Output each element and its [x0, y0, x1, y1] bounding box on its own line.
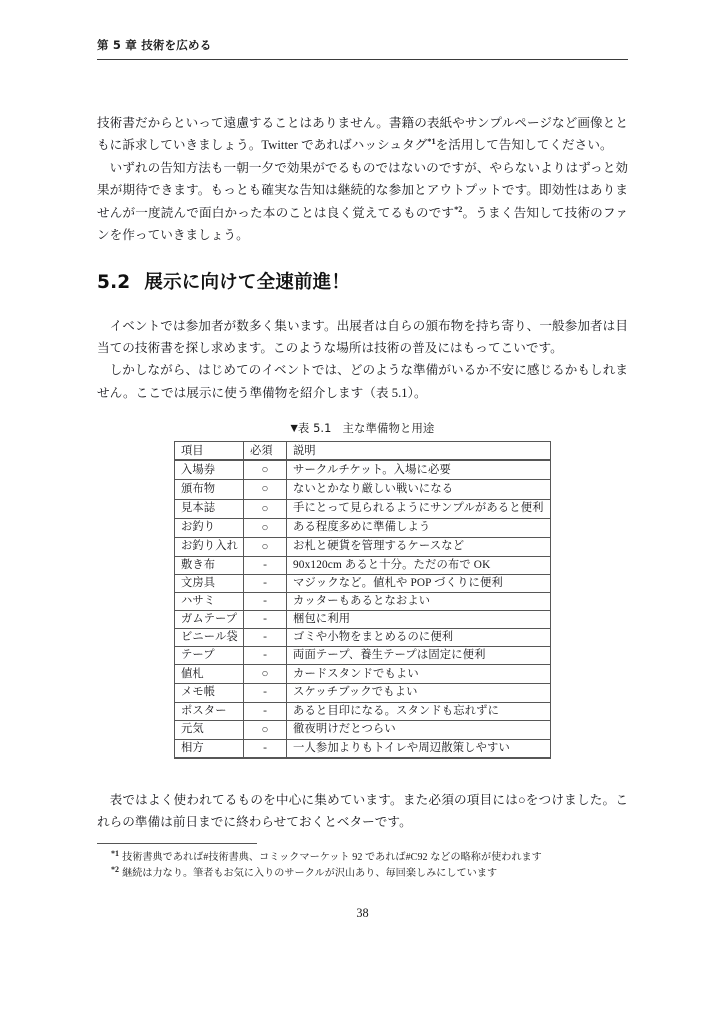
cell-item: 元気: [175, 720, 244, 739]
table-row: [175, 460, 551, 480]
table-header-row: [175, 442, 551, 461]
table-caption-label: 表 5.1: [297, 421, 332, 436]
cell-description: お札と硬貨を管理するケースなど: [287, 537, 551, 556]
cell-item: お釣り入れ: [175, 537, 244, 556]
cell-item: テープ: [175, 647, 244, 665]
table-row: [175, 665, 551, 684]
footnotes-area: [97, 843, 628, 883]
cell-item: メモ帳: [175, 684, 244, 702]
table-row: [175, 720, 551, 739]
cell-description: 両面テープ、養生テープは固定に便利: [287, 647, 551, 665]
footnote-text: 技術書典であれば#技術書典、コミックマーケット 92 であれば#C92 などの略称が使われます: [122, 852, 542, 863]
cell-item: ガムテープ: [175, 611, 244, 629]
table-row: [175, 480, 551, 499]
not-required-dash-icon: -: [263, 576, 267, 589]
required-circle-icon: ○: [261, 463, 269, 477]
cell-description: スケッチブックでもよい: [287, 684, 551, 702]
cell-required: [244, 460, 287, 480]
cell-required: [244, 480, 287, 499]
cell-item: ハサミ: [175, 593, 244, 611]
cell-description: マジックなど。値札や POP づくりに便利: [287, 574, 551, 592]
cell-description: ないとかなり厳しい戦いになる: [287, 480, 551, 499]
cell-required: [244, 702, 287, 720]
preparation-items-table: [174, 441, 551, 759]
page-number: 38: [356, 906, 369, 920]
paragraph-2-text: いずれの告知方法も一朝一夕で効果がでるものではないのですが、やらないよりはずっと効果が期待できます。もっとも確実な告知は継続的な参加とアウトプットです。即効性はありませんが一度読んで面白かった本のことは良く覚えてるものです: [97, 160, 628, 220]
cell-required: [244, 574, 287, 592]
section-number: 5.2: [97, 272, 131, 294]
table-row: [175, 574, 551, 592]
required-circle-icon: ○: [261, 539, 269, 553]
cell-required: [244, 611, 287, 629]
cell-item: 値札: [175, 665, 244, 684]
paragraph-4: しかしながら、はじめてのイベントでは、どのような準備がいるか不安に感じるかもしれません。ここでは展示に使う準備物を紹介します（表 5.1）。: [97, 363, 628, 400]
section-heading: [97, 272, 628, 294]
column-header-required: 必須: [244, 442, 287, 461]
paragraph-3: イベントでは参加者が数多く集います。出展者は自らの頒布物を持ち寄り、一般参加者は目当ての技術書を探し求めます。このような場所は技術の普及にはもってこいです。: [97, 318, 628, 356]
table-row: [175, 537, 551, 556]
spacer-after-heading: [97, 295, 628, 315]
spacer-before-heading: [97, 246, 628, 272]
paragraph-5: 表ではよく使われてるものを中心に集めています。また必須の項目には○をつけました。これらの準備は前日までに終わらせておくとベターです。: [97, 792, 628, 830]
caption-triangle-icon: ▼: [290, 423, 298, 435]
not-required-dash-icon: -: [263, 595, 267, 607]
paragraph-1: [97, 112, 628, 157]
cell-description: 一人参加よりもトイレや周辺散策しやすい: [287, 739, 551, 758]
footnote-marker: *2: [111, 865, 120, 875]
table-row: [175, 684, 551, 702]
cell-required: [244, 629, 287, 647]
footnote-item: [97, 850, 628, 866]
paragraph-2: [97, 157, 628, 247]
table-row: [175, 556, 551, 574]
cell-item: 相方: [175, 739, 244, 758]
cell-required: [244, 739, 287, 758]
cell-description: カッターもあるとなおよい: [287, 593, 551, 611]
cell-description: サークルチケット。入場に必要: [287, 460, 551, 480]
table-row: [175, 629, 551, 647]
running-header-rule: [97, 59, 628, 60]
cell-required: [244, 499, 287, 518]
section-title: 展示に向けて全速前進！: [144, 272, 351, 294]
cell-description: 徹夜明けだとつらい: [287, 720, 551, 739]
cell-required: [244, 556, 287, 574]
cell-required: [244, 537, 287, 556]
not-required-dash-icon: -: [263, 613, 267, 626]
running-header-title: 第 5 章 技術を広める: [97, 38, 212, 52]
page-content: [97, 112, 628, 834]
not-required-dash-icon: -: [263, 686, 267, 699]
cell-description: ある程度多めに準備しよう: [287, 518, 551, 537]
cell-required: [244, 720, 287, 739]
table-row: [175, 702, 551, 720]
footnote-ref-1: *1: [427, 137, 436, 147]
not-required-dash-icon: -: [263, 741, 267, 754]
required-circle-icon: ○: [261, 667, 269, 681]
spacer-after-table: [97, 759, 628, 789]
footnote-ref-2: *2: [454, 204, 463, 214]
paragraph-1-text: 技術書だからといって遠慮することはありません。書籍の表紙やサンプルページなど画像とともに訴求していきましょう。Twitter であればハッシュタグ: [97, 116, 628, 153]
cell-required: [244, 518, 287, 537]
footnote-text: 継続は力なり。筆者もお気に入りのサークルが沢山あり、毎回楽しみにしています: [122, 868, 498, 880]
cell-item: ポスター: [175, 702, 244, 720]
cell-description: 90x120cm あると十分。ただの布で OK: [287, 556, 551, 574]
footnote-list: [97, 850, 628, 883]
paragraph-1-tail: を活用して告知してください。: [435, 138, 613, 153]
table-row: [175, 611, 551, 629]
cell-item: 頒布物: [175, 480, 244, 499]
cell-required: [244, 665, 287, 684]
required-circle-icon: ○: [261, 482, 269, 496]
cell-description: カードスタンドでもよい: [287, 665, 551, 684]
table-body: [175, 460, 551, 758]
table-caption: [97, 420, 628, 441]
not-required-dash-icon: -: [263, 704, 267, 717]
table-row: [175, 647, 551, 665]
required-circle-icon: ○: [261, 501, 269, 515]
not-required-dash-icon: -: [263, 558, 267, 571]
table-container: [97, 441, 628, 759]
cell-description: 梱包に利用: [287, 611, 551, 629]
table-row: [175, 518, 551, 537]
footnote-item: [97, 866, 628, 882]
cell-item: お釣り: [175, 518, 244, 537]
cell-description: あると目印になる。スタンドも忘れずに: [287, 702, 551, 720]
footnote-marker: *1: [111, 848, 120, 858]
cell-description: 手にとって見られるようにサンプルがあると便利: [287, 499, 551, 518]
table-row: [175, 593, 551, 611]
cell-item: 入場券: [175, 460, 244, 480]
cell-required: [244, 647, 287, 665]
footnote-separator-rule: [97, 843, 257, 844]
column-header-item: 項目: [175, 442, 244, 461]
table-head: [175, 442, 551, 461]
running-header: [97, 38, 628, 60]
cell-item: 見本誌: [175, 499, 244, 518]
table-caption-title: 主な準備物と用途: [342, 421, 435, 436]
table-row: [175, 499, 551, 518]
required-circle-icon: ○: [261, 520, 269, 534]
not-required-dash-icon: -: [263, 649, 267, 662]
table-row: [175, 739, 551, 758]
cell-required: [244, 684, 287, 702]
cell-item: 敷き布: [175, 556, 244, 574]
required-circle-icon: ○: [261, 722, 269, 736]
spacer-before-table: [97, 404, 628, 420]
cell-required: [244, 593, 287, 611]
cell-description: ゴミや小物をまとめるのに便利: [287, 629, 551, 647]
cell-item: 文房具: [175, 574, 244, 592]
not-required-dash-icon: -: [263, 631, 267, 644]
cell-item: ビニール袋: [175, 629, 244, 647]
paragraph-2-tail: 。うまく告知して技術のファンを作っていきましょう。: [97, 205, 628, 243]
column-header-description: 説明: [287, 442, 551, 461]
